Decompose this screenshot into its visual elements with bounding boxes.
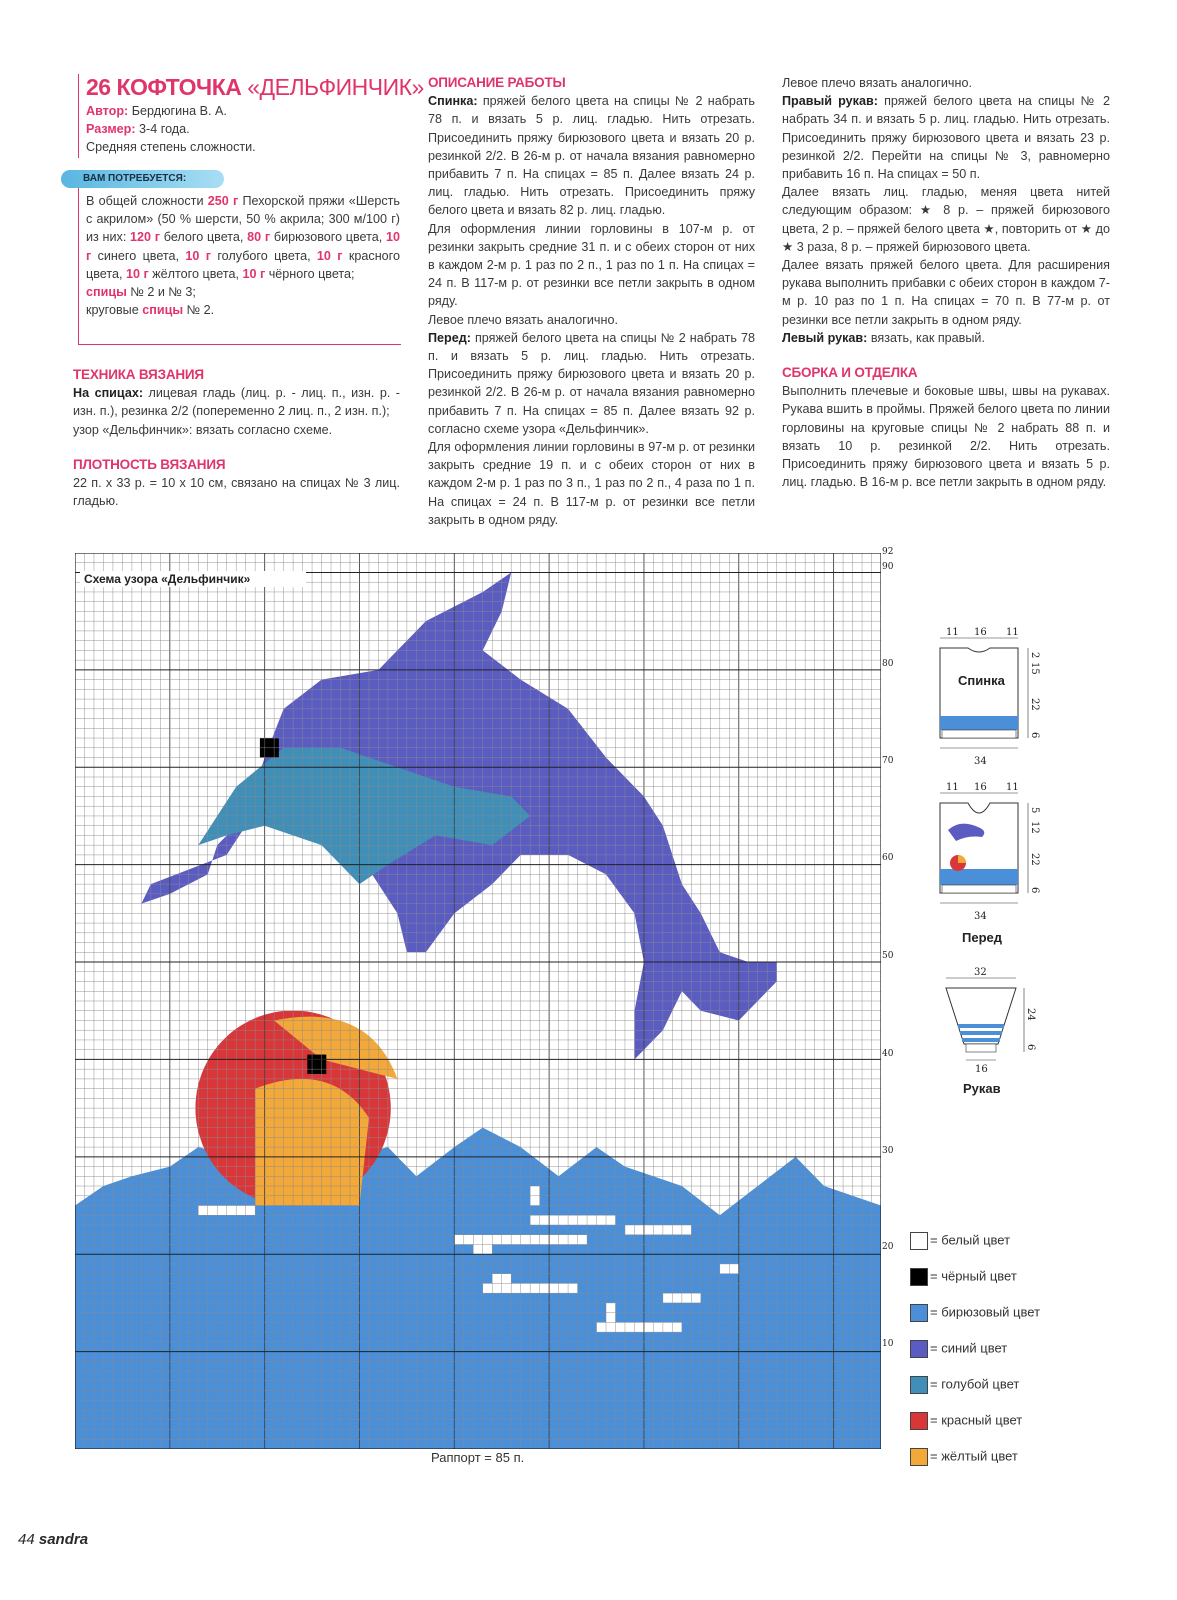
sleeve-section: Левое плечо вязать аналогично. Правый рукав: пряжей белого цвета на спицы № 2 набрать 34 п. и вязать 5 р. лиц. гладью. Нить отрезать. Присоединить пряжу бирюзового цвета и вязать 23 р. резинкой 2/2. Перейти на спицы № 3, равномерно прибавить 16 п. На спицах = 50 п. Далее вязать лиц. гладью, меняя цвета нитей следующим образом: ★ 8 р. – пряжей бирюзового цвета, 2 р. – пряжей белого цвета ★, повторить от ★ до ★ 3 раза, 8 р. – пряжей бирюзового цвета. Далее вязать пряжей белого цвета. Для расширения рукава выполнить прибавки с обеих сторон в каждом 7-м р. 10 раз по 1 п. На спицах = 70 п. В 77-м р. от резинки все петли закрыть в одном ряду. Левый рукав: вязать, как правый. СБОРКА И ОТДЕЛКА Выполнить плечевые и боковые швы, швы на рукавах. Рукава вшить в проймы. Пряжей белого цвета по линии горловины на круговые спицы № 2 набрать 88 п. и вязать 10 р. резинкой 2/2. Нить отрезать. Присоединить пряжу бирюзового цвета и вязать 5 р. лиц. гладью. В 16-м р. все петли закрыть в одном ряду. xyxy=(782,76,1110,490)
back-bottom-dim: 34 xyxy=(974,756,987,767)
sleeve-top-dim: 32 xyxy=(974,967,987,978)
front-top-dim-1: 11 xyxy=(946,782,959,793)
technique-section: ТЕХНИКА ВЯЗАНИЯ На спицах: лицевая гладь (лиц. р. - лиц. п., изн. р. - изн. п.), резинка 2/2 (попеременно 2 лиц. п., 2 изн. п.); узор «Дельфинчик»: вязать согласно схеме. ПЛОТНОСТЬ ВЯЗАНИЯ 22 п. х 33 р. = 10 х 10 см, связано на спицах № 3 лиц. гладью. xyxy=(73,367,400,509)
meta-block: Автор: Бердюгина В. А. Размер: 3-4 года. Средняя степень сложности. xyxy=(86,104,256,155)
sleeve-label: Рукав xyxy=(963,1081,1001,1096)
row-label-20: 20 xyxy=(882,1242,894,1252)
legend-blue: = синий цвет xyxy=(910,1338,1007,1358)
sleeve-bottom-dim: 16 xyxy=(975,1064,988,1075)
front-side-dim-2: 12 xyxy=(1029,821,1040,834)
legend-white: = белый цвет xyxy=(910,1230,1010,1250)
front-bottom-dim: 34 xyxy=(974,911,987,922)
back-top-dim-2: 16 xyxy=(974,627,987,638)
foam-mark xyxy=(625,1225,691,1235)
materials-pill: ВАМ ПОТРЕБУЕТСЯ: xyxy=(61,170,224,188)
row-label-80: 80 xyxy=(882,659,894,669)
back-side-dim-2: 15 xyxy=(1029,662,1040,675)
dolphin-pattern-chart xyxy=(75,553,881,1449)
front-top-dim-2: 16 xyxy=(974,782,987,793)
legend-swatch xyxy=(910,1304,928,1322)
back-side-dim-1: 2 xyxy=(1029,652,1040,659)
materials-text: В общей сложности 250 г Пехорской пряжи «Шерсть с акрилом» (50 % шерсти, 50 % акрила; 300 м/100 г) из них: 120 г белого цвета, 80 г бирюзового цвета, 10 г синего цвета, 10 г голубого цвета, 10 г красного цвета, 10 г жёлтого цвета, 10 г чёрного цвета; спицы № 2 и № 3; круговые спицы № 2. xyxy=(86,194,401,318)
front-label: Перед xyxy=(962,930,1002,945)
legend-turquoise: = бирюзовый цвет xyxy=(910,1302,1040,1322)
legend-swatch xyxy=(910,1376,928,1394)
back-top-dim-1: 11 xyxy=(946,627,959,638)
sleeve-side-dim-1: 24 xyxy=(1025,1008,1036,1021)
title-rule xyxy=(78,74,79,158)
foam-mark xyxy=(530,1215,615,1225)
row-label-30: 30 xyxy=(882,1146,894,1156)
legend-swatch xyxy=(910,1232,928,1250)
row-label-10: 10 xyxy=(882,1339,894,1349)
sleeve-schematic xyxy=(946,967,1036,1075)
front-side-dim-3: 22 xyxy=(1029,853,1040,866)
back-label: Спинка xyxy=(958,673,1005,688)
row-label-92: 92 xyxy=(882,547,894,557)
row-label-50: 50 xyxy=(882,951,894,961)
legend-swatch xyxy=(910,1340,928,1358)
row-label-40: 40 xyxy=(882,1049,894,1059)
legend-swatch xyxy=(910,1412,928,1430)
back-top-dim-3: 11 xyxy=(1006,627,1019,638)
legend-yellow: = жёлтый цвет xyxy=(910,1446,1018,1466)
row-label-70: 70 xyxy=(882,756,894,766)
row-label-60: 60 xyxy=(882,853,894,863)
chart-title: Схема узора «Дельфинчик» xyxy=(80,571,306,587)
front-schematic xyxy=(940,782,1040,922)
front-side-dim-1: 5 xyxy=(1029,807,1040,814)
legend-red: = красный цвет xyxy=(910,1410,1022,1430)
page-title: 26 КОФТОЧКА «ДЕЛЬФИНЧИК» xyxy=(86,74,424,100)
row-label-90: 90 xyxy=(882,562,894,572)
garment-schematics xyxy=(928,620,1058,1110)
front-side-dim-4: 6 xyxy=(1029,887,1040,894)
back-side-dim-3: 22 xyxy=(1029,698,1040,711)
back-side-dim-4: 6 xyxy=(1029,732,1040,739)
rapport-label: Раппорт = 85 п. xyxy=(431,1450,525,1465)
ball-center xyxy=(307,1055,326,1074)
foam-mark xyxy=(597,1322,682,1332)
page-footer: 44 sandra xyxy=(18,1531,89,1548)
back-schematic xyxy=(940,627,1040,767)
front-top-dim-3: 11 xyxy=(1006,782,1019,793)
sleeve-side-dim-2: 6 xyxy=(1025,1044,1036,1051)
description-section: ОПИСАНИЕ РАБОТЫ Спинка: пряжей белого цвета на спицы № 2 набрать 78 п. и вязать 5 р. лиц. гладью. Нить отрезать. Присоединить пряжу бирюзового цвета и вязать 20 р. резинкой 2/2. В 26-м р. от начала вязания равномерно прибавить 7 п. На спицах = 85 п. Далее вязать 24 р. лиц. гладью. Нить отрезать. Присоединить пряжу белого цвета и вязать 82 р. лиц. гладью. Для оформления линии горловины в 107-м р. от резинки закрыть средние 31 п. и с обеих сторон от них в каждом 2-м р. 1 раз по 2 п., 1 раз по 1 п. На спицах = 24 п. В 117-м р. от резинки все петли закрыть в одном ряду. Левое плечо вязать аналогично. Перед: пряжей белого цвета на спицы № 2 набрать 78 п. и вязать 5 р. лиц. гладью. Нить отрезать. Присоединить пряжу бирюзового цвета и вязать 20 р. резинкой 2/2. В 26-м р. от начала вязания равномерно прибавить 7 п. На спицах = 85 п. Далее вязать 92 р. согласно схеме узора «Дельфинчик». Для оформления линии горловины в 97-м р. от резинки закрыть средние 19 п. и с обеих сторон от них в каждом 2-м р. 1 раз по 3 п., 1 раз по 2 п., 4 раза по 1 п. На спицах = 24 п. В 117-м р. от резинки все петли закрыть в одном ряду. xyxy=(428,75,755,527)
legend-swatch xyxy=(910,1268,928,1286)
legend-light-blue: = голубой цвет xyxy=(910,1374,1019,1394)
legend-swatch xyxy=(910,1448,928,1466)
legend-black: = чёрный цвет xyxy=(910,1266,1017,1286)
